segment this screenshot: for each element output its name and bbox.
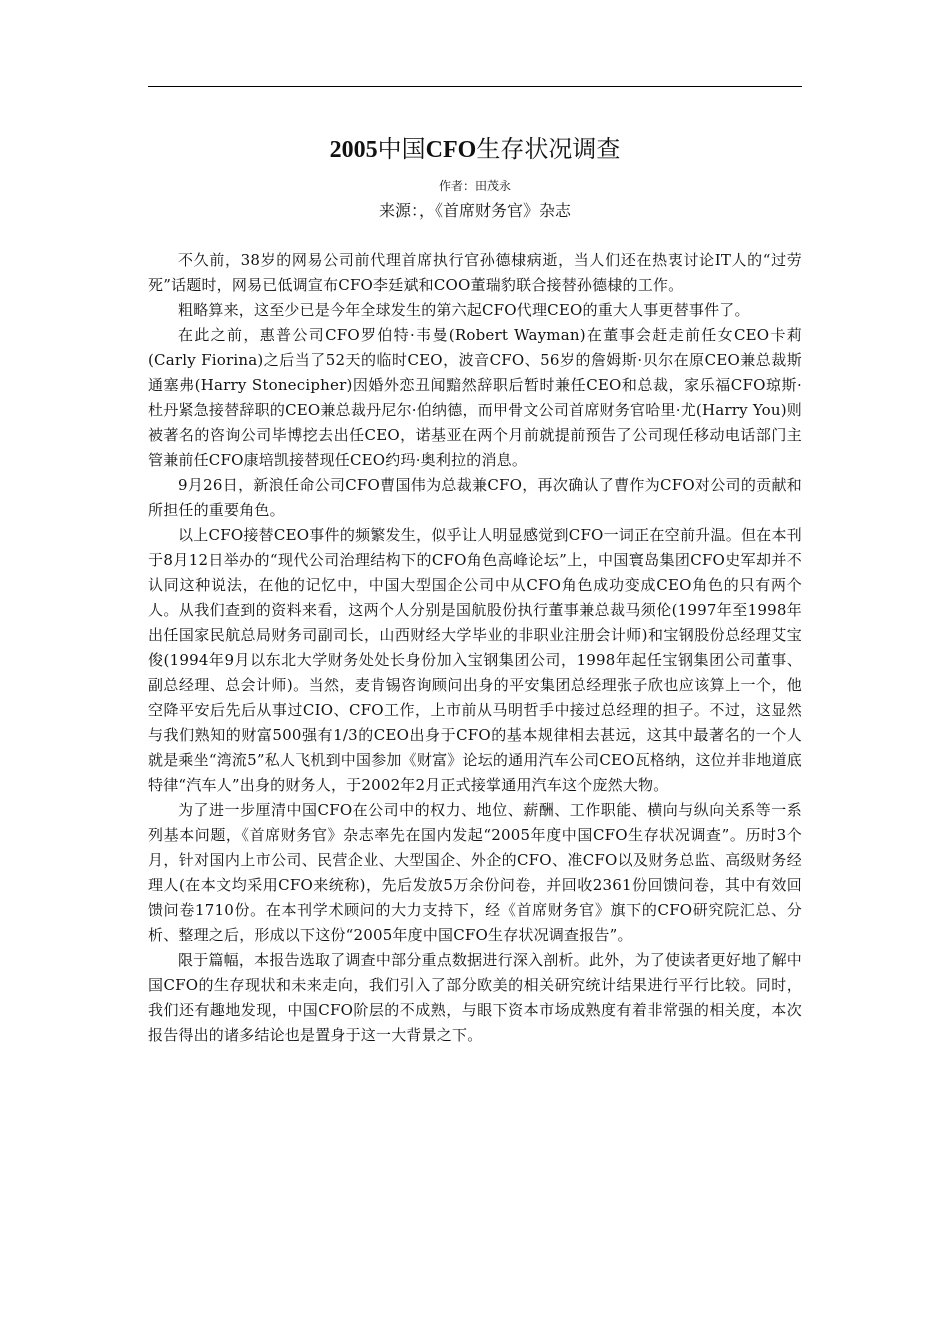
title-rest: 生存状况调查 [476, 135, 621, 163]
paragraph-5: 以上CFO接替CEO事件的频繁发生，似乎让人明显感觉到CFO一词正在空前升温。但在本刊于8月12日举办的“现代公司治理结构下的CFO角色高峰论坛”上，中国寰岛集团CFO史军却并不认同这种说法，在他的记忆中，中国大型国企公司中从CFO角色成功变成CEO角色的只有两个人。从我们查到的资料来看，这两个人分别是国航股份执行董事兼总裁马须伦(1997年至1998年出任国家民航总局财务司副司长，山西财经大学毕业的非职业注册会计师)和宝钢股份总经理艾宝俊(1994年9月以东北大学财务处处长身份加入宝钢集团公司，1998年起任宝钢集团公司董事、副总经理、总会计师)。当然，麦肯锡咨询顾问出身的平安集团总经理张子欣也应该算上一个，他空降平安后先后从事过CIO、CFO工作，上市前从马明哲手中接过总经理的担子。不过，这显然与我们熟知的财富500强有1/3的CEO出身于CFO的基本规律相去甚远，这其中最著名的一个人就是乘坐“湾流5”私人飞机到中国参加《财富》论坛的通用汽车公司CEO瓦格纳，这位并非地道底特律“汽车人”出身的财务人，于2002年2月正式接掌通用汽车这个庞然大物。 [148, 526, 802, 794]
article-author: 作者：田茂永 [438, 179, 511, 193]
paragraph-1: 不久前，38岁的网易公司前代理首席执行官孙德棣病逝，当人们还在热衷讨论IT人的“过劳死”话题时，网易已低调宣布CFO李廷斌和COO董瑞豹联合接替孙德棣的工作。 [148, 251, 802, 294]
title-china: 中国 [377, 135, 426, 163]
paragraph-3: 在此之前，惠普公司CFO罗伯特·韦曼(Robert Wayman)在董事会赶走前任女CEO卡莉(Carly Fiorina)之后当了52天的临时CEO，波音CFO、56岁的詹姆斯·贝尔在原CEO兼总裁斯通塞弗(Harry Stonecipher)因婚外恋丑闻黯然辞职后暂时兼任CEO和总裁，家乐福CFO琼斯·杜丹紧急接替辞职的CEO兼总裁丹尼尔·伯纳德，而甲骨文公司首席财务官哈里·尤(Harry You)则被著名的咨询公司毕博挖去出任CEO，诺基亚在两个月前就提前预告了公司现任移动电话部门主管兼前任CFO康培凯接替现任CEO约玛·奥利拉的消息。 [148, 326, 802, 469]
article-body [148, 248, 802, 1048]
title-cfo: CFO [425, 137, 477, 163]
title-year: 2005 [329, 137, 378, 163]
paragraph-6: 为了进一步厘清中国CFO在公司中的权力、地位、薪酬、工作职能、横向与纵向关系等一系列基本问题，《首席财务官》杂志率先在国内发起“2005年度中国CFO生存状况调查”。历时3个月，针对国内上市公司、民营企业、大型国企、外企的CFO、准CFO以及财务总监、高级财务经理人(在本文均采用CFO来统称)，先后发放5万余份问卷，并回收2361份回馈问卷，其中有效回馈问卷1710份。在本刊学术顾问的大力支持下，经《首席财务官》旗下的CFO研究院汇总、分析、整理之后，形成以下这份“2005年度中国CFO生存状况调查报告”。 [148, 801, 802, 944]
paragraph-2: 粗略算来，这至少已是今年全球发生的第六起CFO代理CEO的重大人事更替事件了。 [178, 301, 750, 319]
paragraph-4: 9月26日，新浪任命公司CFO曹国伟为总裁兼CFO，再次确认了曹作为CFO对公司的贡献和所担任的重要角色。 [148, 476, 802, 519]
paragraph-7: 限于篇幅，本报告选取了调查中部分重点数据进行深入剖析。此外，为了使读者更好地了解中国CFO的生存现状和未来走向，我们引入了部分欧美的相关研究统计结果进行平行比较。同时，我们还有趣地发现，中国CFO阶层的不成熟，与眼下资本市场成熟度有着非常强的相关度，本次报告得出的诸多结论也是置身于这一大背景之下。 [148, 951, 802, 1044]
top-divider-rule [148, 86, 802, 87]
article-source: 来源：，《首席财务官》杂志 [378, 201, 571, 220]
article-title [0, 134, 950, 165]
